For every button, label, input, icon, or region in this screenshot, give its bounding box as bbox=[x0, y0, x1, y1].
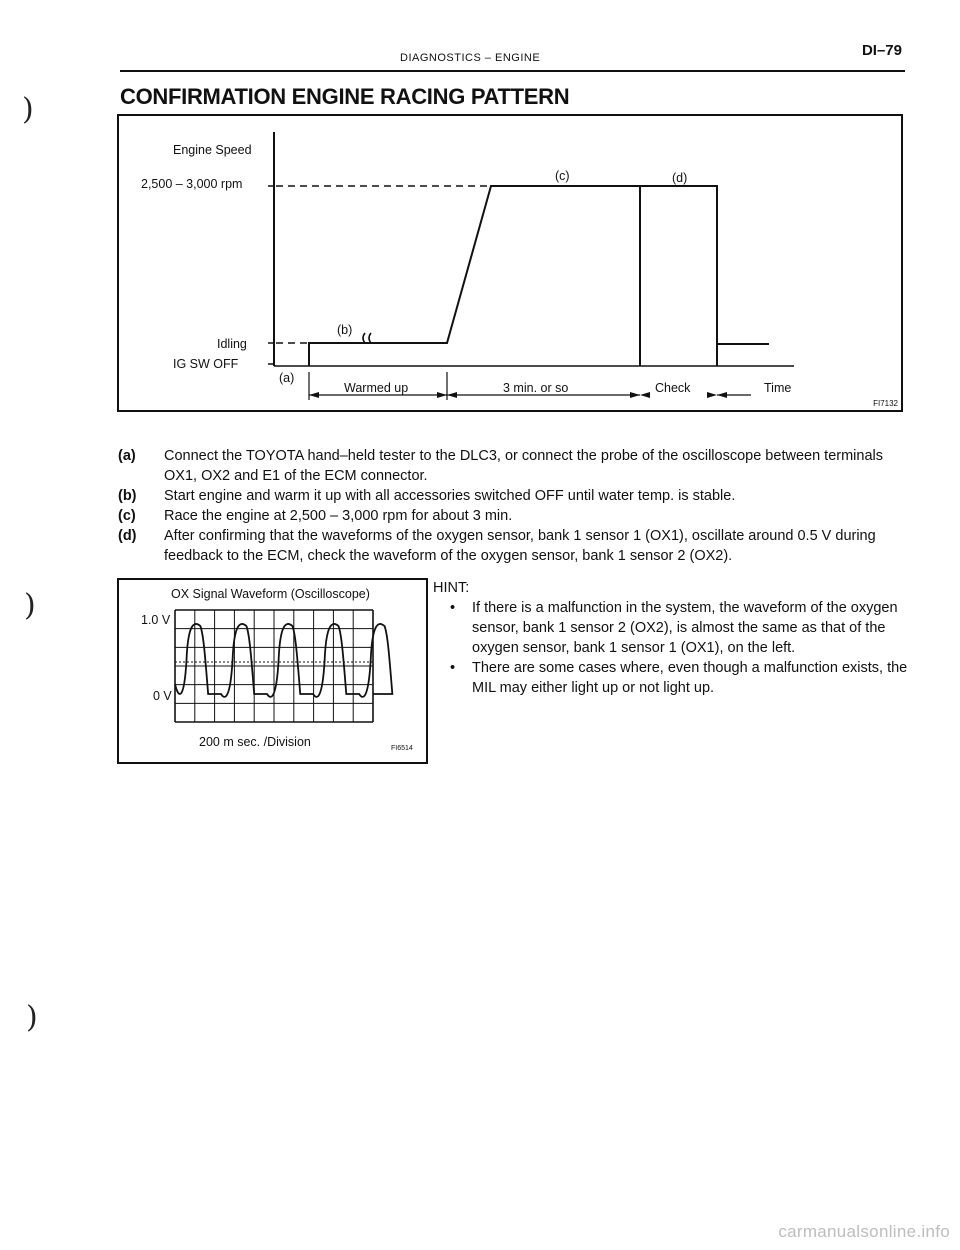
step-text: Race the engine at 2,500 – 3,000 rpm for about 3 min. bbox=[164, 508, 513, 524]
arrow-check-left bbox=[640, 392, 650, 398]
step-label: (d) bbox=[118, 528, 137, 544]
arrow-check-right bbox=[707, 392, 717, 398]
step-a bbox=[118, 446, 908, 486]
y-idle-label: Idling bbox=[217, 337, 247, 351]
osc-figure-id: FI6514 bbox=[391, 745, 413, 752]
label-c: (c) bbox=[555, 169, 570, 183]
section-header: DIAGNOSTICS – ENGINE bbox=[400, 52, 541, 64]
hint-title: HINT: bbox=[433, 580, 470, 596]
binding-mark-1: ) bbox=[22, 92, 34, 127]
label-d: (d) bbox=[672, 171, 688, 185]
time-break-mark bbox=[363, 333, 371, 343]
y-off-label: IG SW OFF bbox=[173, 357, 239, 371]
osc-y-top-label: 1.0 V bbox=[141, 613, 171, 627]
racing-pattern-figure bbox=[117, 114, 903, 412]
oscilloscope-diagram bbox=[119, 580, 426, 762]
hint-list bbox=[450, 598, 908, 698]
arrow-race-right bbox=[630, 392, 640, 398]
page-title: CONFIRMATION ENGINE RACING PATTERN bbox=[120, 84, 570, 109]
label-b: (b) bbox=[337, 323, 353, 337]
y-high-label: 2,500 – 3,000 rpm bbox=[141, 177, 243, 191]
arrow-race-left bbox=[447, 392, 457, 398]
header-rule bbox=[120, 70, 905, 72]
x-title-label: Time bbox=[764, 381, 792, 395]
step-text: Connect the TOYOTA hand–held tester to the DLC3, or connect the probe of the oscilloscope between terminals OX1, OX2 and E1 of the ECM connector. bbox=[164, 448, 883, 484]
oscilloscope-figure bbox=[117, 578, 428, 764]
step-label: (a) bbox=[118, 448, 136, 464]
page-number: DI–79 bbox=[861, 42, 902, 59]
footer-watermark: carmanualsonline.info bbox=[778, 1222, 950, 1241]
engine-speed-trace bbox=[309, 186, 717, 366]
step-label: (b) bbox=[118, 488, 137, 504]
arrow-time-left bbox=[717, 392, 727, 398]
bullet-icon: • bbox=[450, 600, 456, 616]
y-title-label: Engine Speed bbox=[173, 143, 252, 157]
phase-race-label: 3 min. or so bbox=[503, 381, 569, 395]
phase-warmed-label: Warmed up bbox=[344, 381, 409, 395]
step-label: (c) bbox=[118, 508, 136, 524]
osc-y-bottom-label: 0 V bbox=[153, 689, 172, 703]
osc-x-scale: 200 m sec. /Division bbox=[199, 735, 311, 749]
hint-text: There are some cases where, even though a malfunction exists, the MIL may either light up or not light up. bbox=[472, 660, 908, 696]
racing-pattern-diagram bbox=[119, 116, 901, 410]
hint-item bbox=[450, 598, 908, 658]
phase-check-label: Check bbox=[655, 381, 691, 395]
step-d bbox=[118, 526, 908, 566]
step-b bbox=[118, 486, 908, 506]
label-a: (a) bbox=[279, 371, 295, 385]
binding-mark-2: ) bbox=[24, 588, 36, 623]
figure-id: FI7132 bbox=[873, 399, 898, 408]
binding-mark-3: ) bbox=[26, 1000, 38, 1035]
step-text: After confirming that the waveforms of the oxygen sensor, bank 1 sensor 1 (OX1), oscillate around 0.5 V during feedback to the ECM, check the waveform of the oxygen sensor, bank 1 sensor 2 (OX2). bbox=[164, 528, 876, 564]
arrow-warmed-right bbox=[437, 392, 447, 398]
hint-text: If there is a malfunction in the system, the waveform of the oxygen sensor, bank 1 sensor 2 (OX2), is almost the same as that of the oxygen sensor, bank 1 sensor 1 (OX1), on the left. bbox=[472, 600, 898, 656]
arrow-warmed-left bbox=[309, 392, 319, 398]
osc-title: OX Signal Waveform (Oscilloscope) bbox=[171, 587, 370, 601]
osc-waveform bbox=[175, 624, 392, 697]
bullet-icon: • bbox=[450, 660, 456, 676]
step-text: Start engine and warm it up with all accessories switched OFF until water temp. is stable. bbox=[164, 488, 736, 504]
step-c bbox=[118, 506, 908, 526]
hint-item bbox=[450, 658, 908, 698]
procedure-steps bbox=[118, 446, 908, 566]
